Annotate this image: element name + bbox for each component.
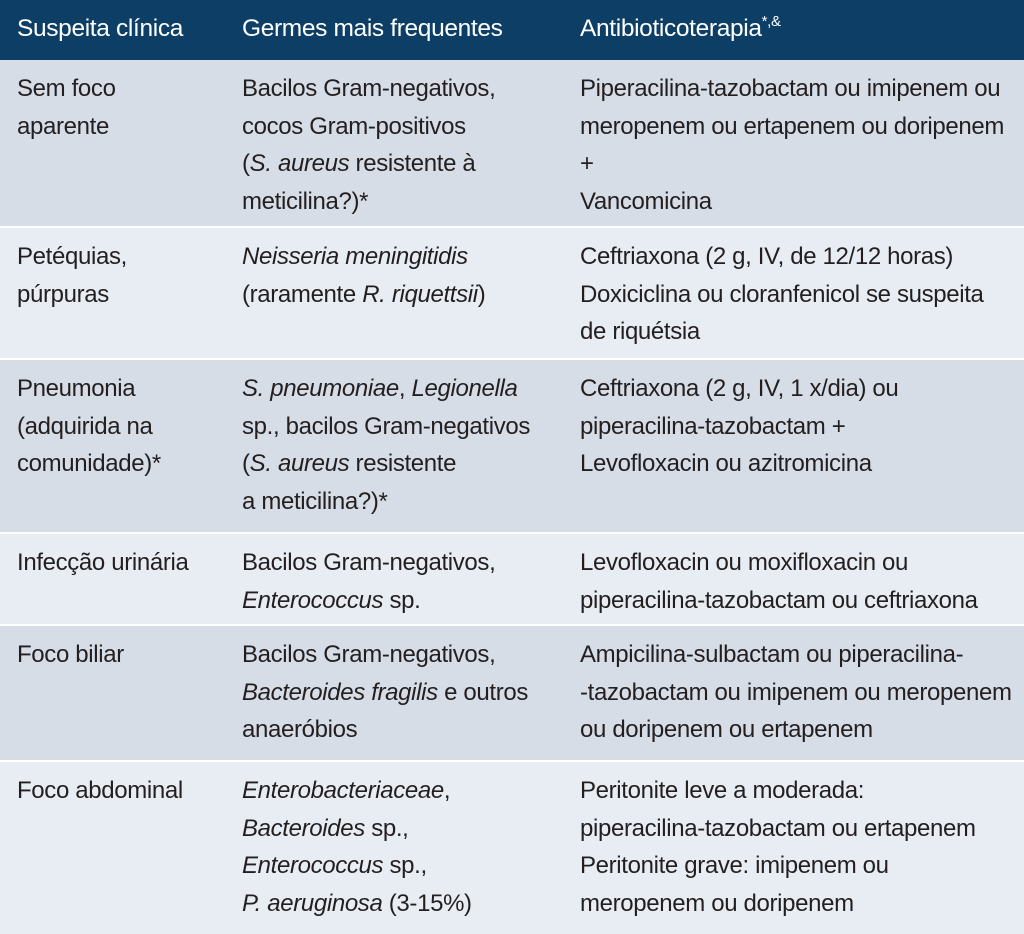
germs-text: Bacilos Gram-negativos, <box>242 549 496 576</box>
germs-text: , <box>398 375 412 402</box>
germs-text: e outros <box>437 678 529 706</box>
therapy-line: meropenem ou ertapenem ou doripenem <box>580 112 1005 140</box>
germs-line <box>242 108 563 146</box>
suspicion-cell <box>0 228 225 360</box>
germs-line <box>242 885 563 923</box>
germs-text: (3-15%) <box>382 889 472 917</box>
germs-cell <box>225 60 563 228</box>
germs-text: sp., bacilos Gram-negativos <box>242 412 531 440</box>
organism-name: P. aeruginosa <box>242 889 383 917</box>
germs-line <box>242 70 563 108</box>
germs-cell <box>225 360 563 534</box>
therapy-line: piperacilina-tazobactam ou ertapenem <box>580 814 976 842</box>
therapy-line: Levofloxacin ou moxifloxacin ou <box>580 549 909 576</box>
germs-line <box>242 445 563 483</box>
therapy-line: Peritonite grave: imipenem ou <box>580 852 889 879</box>
germs-text: (raramente <box>242 280 363 308</box>
therapy-line: piperacilina-tazobactam + <box>580 412 846 440</box>
therapy-line: -tazobactam ou imipenem ou meropenem <box>580 678 1012 706</box>
germs-line <box>242 636 563 674</box>
organism-name: Legionella <box>411 375 518 402</box>
organism-name: R. riquettsii <box>362 280 478 308</box>
therapy-cell <box>563 762 1024 934</box>
germs-text: Bacilos Gram-negativos, <box>242 641 496 668</box>
germs-line <box>242 711 563 749</box>
suspicion-cell <box>0 534 225 626</box>
germs-text: anaeróbios <box>242 716 358 743</box>
therapy-line: meropenem ou doripenem <box>580 889 854 917</box>
germs-text: meticilina?)* <box>242 187 369 215</box>
suspicion-line: púrpuras <box>17 280 109 308</box>
organism-name: Bacteroides fragilis <box>242 678 438 706</box>
therapy-line: Ceftriaxona (2 g, IV, 1 x/dia) ou <box>580 375 899 402</box>
therapy-cell <box>563 60 1024 228</box>
suspicion-line: Foco biliar <box>17 641 124 668</box>
suspicion-line: Petéquias, <box>17 243 127 270</box>
germs-text: ( <box>242 450 250 477</box>
germs-line <box>242 772 563 810</box>
therapy-line: Peritonite leve a moderada: <box>580 777 865 804</box>
germs-line <box>242 483 563 521</box>
germs-text: , <box>443 777 451 804</box>
suspicion-line: Infecção urinária <box>17 549 189 576</box>
germs-line <box>242 582 563 620</box>
germs-line <box>242 847 563 885</box>
germs-line <box>242 810 563 848</box>
germs-cell <box>225 762 563 934</box>
therapy-line: Levofloxacin ou azitromicina <box>580 450 872 477</box>
therapy-line: Ampicilina-sulbactam ou piperacilina- <box>580 641 964 668</box>
germs-cell <box>225 626 563 762</box>
header-suspeita: Suspeita clínica <box>0 0 225 60</box>
germs-text: sp., <box>364 814 409 842</box>
suspicion-cell <box>0 60 225 228</box>
germs-text: ) <box>477 280 486 308</box>
therapy-line: piperacilina-tazobactam ou ceftriaxona <box>580 586 978 614</box>
therapy-cell <box>563 626 1024 762</box>
header-antibioticoterapia: Antibioticoterapia*,& <box>563 0 1024 60</box>
germs-text: cocos Gram-positivos <box>242 112 466 140</box>
suspicion-line: aparente <box>17 112 109 140</box>
organism-name: Neisseria meningitidis <box>242 243 468 270</box>
organism-name: Enterococcus <box>242 852 384 879</box>
organism-name: Enterobacteriaceae <box>242 777 444 804</box>
therapy-line: + <box>580 150 594 177</box>
germs-line <box>242 183 563 221</box>
suspicion-line: Pneumonia <box>17 375 136 402</box>
germs-line <box>242 674 563 712</box>
therapy-cell <box>563 360 1024 534</box>
therapy-line: Piperacilina-tazobactam ou imipenem ou <box>580 75 1001 102</box>
suspicion-line: Foco abdominal <box>17 777 183 804</box>
suspicion-cell <box>0 762 225 934</box>
therapy-line: Doxiciclina ou cloranfenicol se suspeita <box>580 280 984 308</box>
germs-text: sp. <box>383 586 421 614</box>
therapy-line: Ceftriaxona (2 g, IV, de 12/12 horas) <box>580 243 954 270</box>
germs-text: ( <box>242 150 250 177</box>
germs-text: resistente à <box>349 150 476 177</box>
germs-line <box>242 408 563 446</box>
therapy-line: ou doripenem ou ertapenem <box>580 716 873 743</box>
germs-cell <box>225 534 563 626</box>
germs-text: sp., <box>383 852 427 879</box>
germs-text: Bacilos Gram-negativos, <box>242 75 496 102</box>
suspicion-line: Sem foco <box>17 75 116 102</box>
germs-cell <box>225 228 563 360</box>
therapy-line: de riquétsia <box>580 318 700 345</box>
organism-name: S. aureus <box>249 150 350 177</box>
organism-name: S. aureus <box>249 450 350 477</box>
germs-line <box>242 544 563 582</box>
germs-line <box>242 276 563 314</box>
germs-text: resistente <box>349 450 457 477</box>
therapy-cell <box>563 228 1024 360</box>
organism-name: S. pneumoniae <box>242 375 399 402</box>
germs-line <box>242 370 563 408</box>
suspicion-line: (adquirida na <box>17 412 153 440</box>
germs-line <box>242 238 563 276</box>
header-footnote-marks: *,& <box>761 13 781 30</box>
suspicion-cell <box>0 360 225 534</box>
suspicion-line: comunidade)* <box>17 450 161 477</box>
suspicion-cell <box>0 626 225 762</box>
therapy-line: Vancomicina <box>580 187 712 215</box>
header-germes: Germes mais frequentes <box>225 0 563 60</box>
organism-name: Bacteroides <box>242 814 365 842</box>
germs-line <box>242 145 563 183</box>
organism-name: Enterococcus <box>242 586 384 614</box>
therapy-cell <box>563 534 1024 626</box>
germs-text: a meticilina?)* <box>242 487 388 515</box>
